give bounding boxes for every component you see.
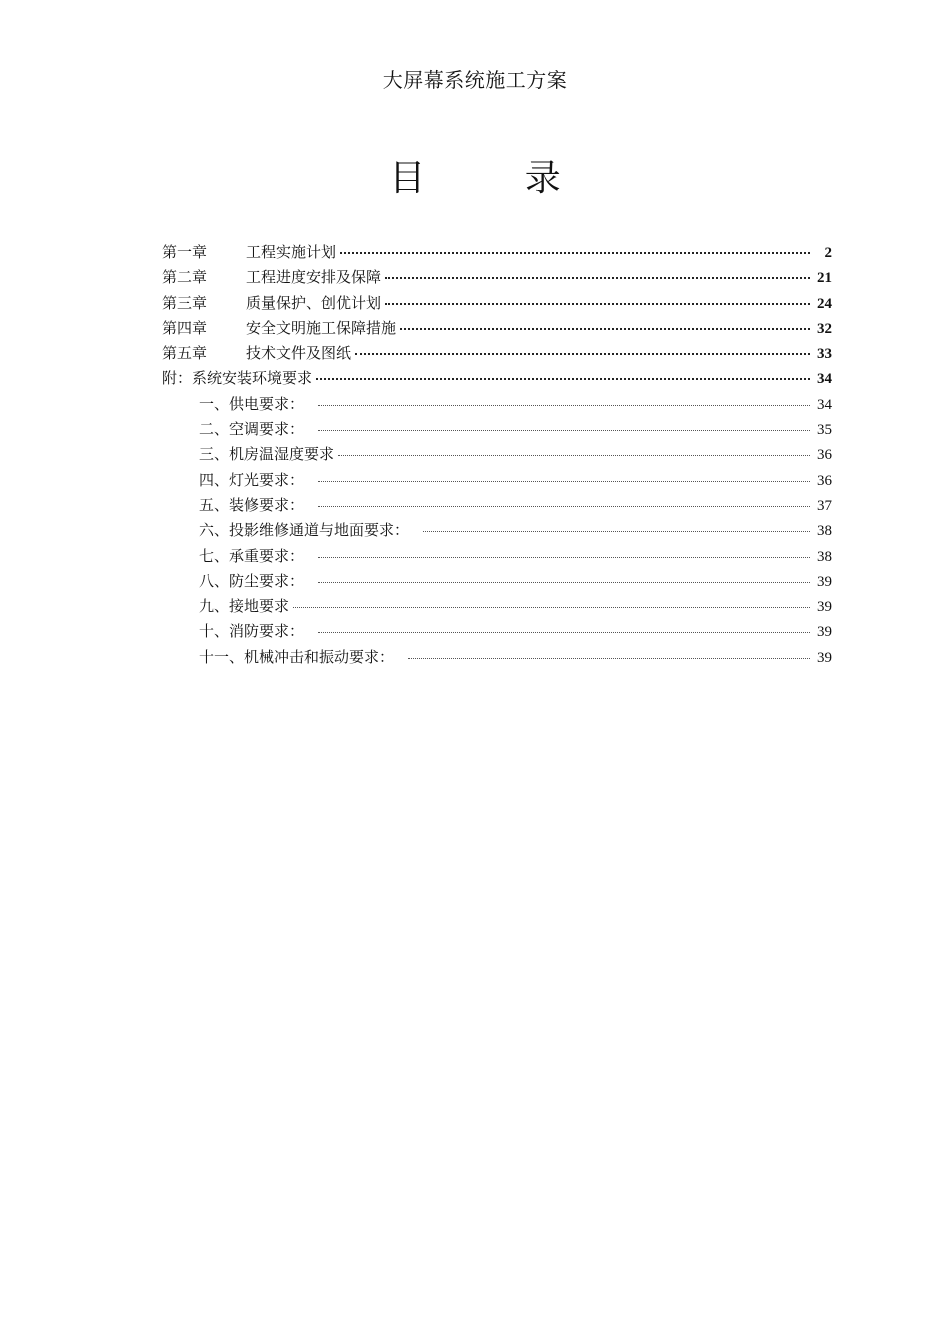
toc-chapter-number: 第四章 [162,318,208,337]
document-header: 大屏幕系统施工方案 [382,68,568,92]
dot-leader [318,556,810,558]
toc-page-number: 36 [817,472,832,489]
toc-chapter-number: 第一章 [162,243,208,261]
toc-entry[interactable] [162,317,832,342]
toc-sub-entry[interactable] [162,595,832,620]
dot-leader [423,530,810,532]
toc-page-number: 39 [817,624,832,641]
toc-page-number: 21 [817,270,832,287]
toc-page-number: 39 [817,573,832,590]
toc-entry-title: 六、投影维修通道与地面要求： [199,521,410,540]
toc-chapter-number: 第五章 [162,344,208,363]
toc-entry-title: 八、防尘要求： [199,571,305,590]
toc-entry-title: 安全文明施工保障措施 [246,318,397,337]
toc-page-number: 2 [824,245,832,261]
dot-leader [316,377,810,380]
dot-leader [338,454,810,456]
dot-leader [318,581,810,583]
toc-page-number: 38 [817,523,832,540]
toc-sub-entry[interactable] [162,570,832,595]
toc-entry-title: 九、接地要求 [199,597,290,616]
dot-leader [400,327,810,330]
toc-sub-entry[interactable] [162,620,832,645]
toc-sub-entry[interactable] [162,418,832,443]
toc-page-number: 24 [817,295,832,312]
toc-entry-title: 五、装修要求： [199,495,305,514]
toc-entry-title: 一、供电要求： [199,394,305,413]
toc-page-number: 37 [817,497,832,514]
toc-page-number: 34 [817,371,832,388]
dot-leader [318,631,810,633]
toc-title: 目 录 [389,158,605,199]
table-of-contents [162,241,832,671]
toc-chapter-number: 第三章 [162,293,208,312]
toc-page-number: 33 [817,346,832,363]
toc-entry-title: 质量保护、创优计划 [246,293,382,312]
toc-sub-entry[interactable] [162,494,832,519]
toc-page-number: 39 [817,649,832,666]
dot-leader [385,302,810,305]
dot-leader [355,352,810,355]
toc-sub-entry[interactable] [162,469,832,494]
toc-sub-entry[interactable] [162,393,832,418]
toc-entry-title: 工程实施计划 [246,243,337,261]
toc-entry-title: 十一、机械冲击和振动要求： [199,647,395,666]
toc-chapter-number: 第二章 [162,268,208,287]
toc-page-number: 34 [817,396,832,413]
dot-leader [318,404,810,406]
toc-entry[interactable] [162,292,832,317]
dot-leader [385,276,810,279]
toc-entry-appendix[interactable] [162,367,832,392]
dot-leader [293,606,810,608]
toc-sub-entry[interactable] [162,646,832,671]
toc-entry[interactable] [162,342,832,367]
toc-entry-title: 技术文件及图纸 [246,344,352,363]
toc-entry-title: 七、承重要求： [199,546,305,565]
toc-page-number: 38 [817,548,832,565]
toc-entry[interactable] [162,241,832,266]
toc-entry-title: 工程进度安排及保障 [246,268,382,287]
toc-page-number: 35 [817,422,832,439]
dot-leader [408,657,810,659]
toc-sub-entry[interactable] [162,545,832,570]
toc-sub-entry[interactable] [162,519,832,544]
toc-page-number: 32 [817,320,832,337]
toc-page-number: 39 [817,599,832,616]
toc-page-number: 36 [817,447,832,464]
dot-leader [318,480,810,482]
dot-leader [318,505,810,507]
toc-entry-title: 十、消防要求： [199,622,305,641]
toc-entry-title: 附：系统安装环境要求 [162,369,313,388]
toc-entry-title: 四、灯光要求： [199,470,305,489]
toc-entry-title: 三、机房温湿度要求 [199,445,335,464]
toc-entry-title: 二、空调要求： [199,420,305,439]
toc-entry[interactable] [162,266,832,291]
dot-leader [340,251,810,254]
dot-leader [318,429,810,431]
toc-sub-entry[interactable] [162,443,832,468]
